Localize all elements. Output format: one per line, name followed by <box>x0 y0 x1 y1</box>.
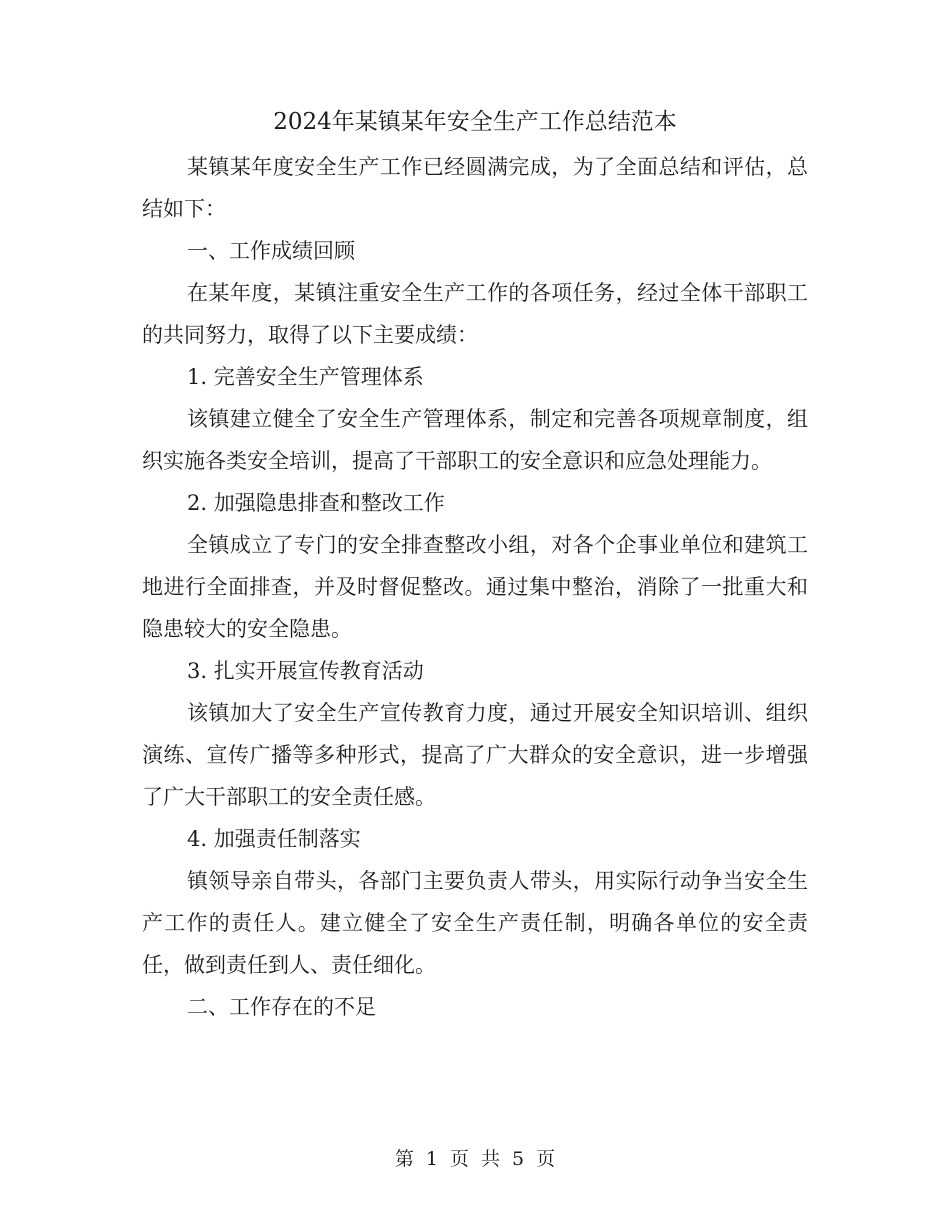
section-heading-shortcomings: 二、工作存在的不足 <box>187 995 376 1019</box>
subheading-hazard-inspection: 2. 加强隐患排查和整改工作 <box>187 491 445 515</box>
subheading-education: 3. 扎实开展宣传教育活动 <box>187 659 424 683</box>
management-system-paragraph: 该镇建立健全了安全生产管理体系，制定和完善各项规章制度，组织实施各类安全培训，提高了干部职工的安全意识和应急处理能力。 <box>142 407 808 473</box>
subheading-management-system: 1. 完善安全生产管理体系 <box>187 365 424 389</box>
achievements-intro-paragraph: 在某年度，某镇注重安全生产工作的各项任务，经过全体干部职工的共同努力，取得了以下主要成绩： <box>142 281 808 347</box>
document-title: 2024年某镇某年安全生产工作总结范本 <box>273 109 677 135</box>
document-page <box>142 100 808 1028</box>
intro-paragraph: 某镇某年度安全生产工作已经圆满完成，为了全面总结和评估，总结如下： <box>142 155 808 221</box>
section-heading-achievements: 一、工作成绩回顾 <box>187 239 355 263</box>
responsibility-paragraph: 镇领导亲自带头，各部门主要负责人带头，用实际行动争当安全生产工作的责任人。建立健全了安全生产责任制，明确各单位的安全责任，做到责任到人、责任细化。 <box>142 869 808 977</box>
hazard-inspection-paragraph: 全镇成立了专门的安全排查整改小组，对各个企事业单位和建筑工地进行全面排查，并及时督促整改。通过集中整治，消除了一批重大和隐患较大的安全隐患。 <box>142 533 808 641</box>
page-number-footer: 第 1 页 共 5 页 <box>394 1148 556 1170</box>
subheading-responsibility: 4. 加强责任制落实 <box>187 827 361 851</box>
education-paragraph: 该镇加大了安全生产宣传教育力度，通过开展安全知识培训、组织演练、宣传广播等多种形式，提高了广大群众的安全意识，进一步增强了广大干部职工的安全责任感。 <box>142 701 808 809</box>
